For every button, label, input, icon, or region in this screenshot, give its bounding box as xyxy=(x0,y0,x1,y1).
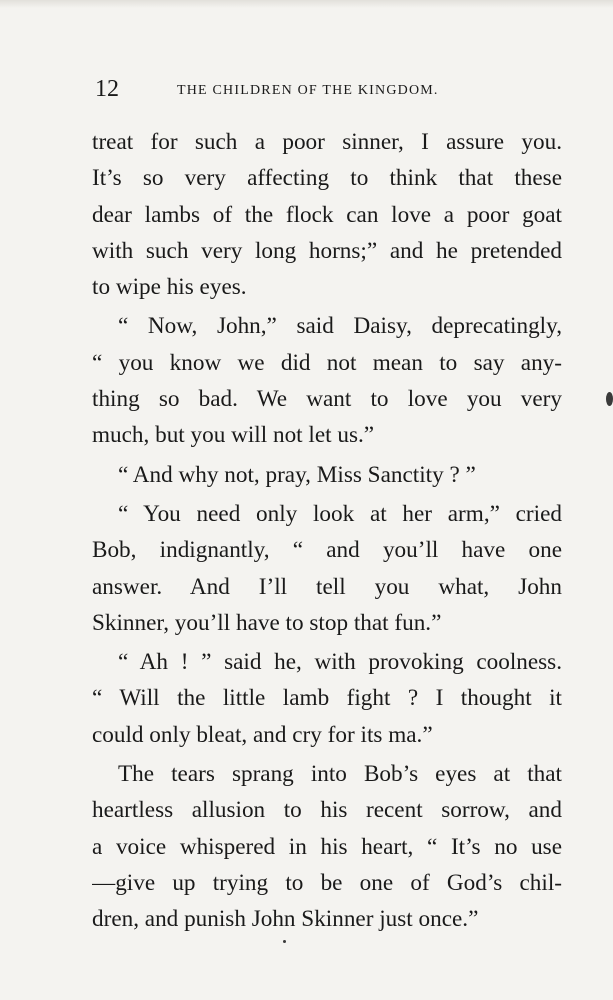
text-line: a voice whispered in his heart, “ It’s no use xyxy=(92,833,562,860)
running-head: THE CHILDREN OF THE KINGDOM. xyxy=(177,83,439,98)
text-line: thing so bad. We want to love you very xyxy=(92,386,562,413)
paragraph-continuation xyxy=(92,532,562,641)
text-line: It’s so very affecting to think that these xyxy=(92,165,562,192)
text-line: to wipe his eyes. xyxy=(92,274,247,301)
text-line: dren, and punish John Skinner just once.” xyxy=(92,906,479,933)
ink-speck xyxy=(283,940,286,943)
text-line: Skinner, you’ll have to stop that fun.” xyxy=(92,609,442,636)
text-line: heartless allusion to his recent sorrow, and xyxy=(92,797,562,824)
text-line: treat for such a poor sinner, I assure you. xyxy=(92,129,562,155)
text-line: dear lambs of the flock can love a poor goat xyxy=(92,201,562,228)
paragraph xyxy=(92,308,562,344)
text-line: “ And why not, pray, Miss Sanctity ? ” xyxy=(118,461,476,488)
text-line: answer. And I’ll tell you what, John xyxy=(92,573,562,600)
paragraph-continuation xyxy=(92,345,562,454)
text-line: “ Will the little lamb fight ? I thought it xyxy=(92,685,562,712)
ink-speck xyxy=(606,392,613,406)
text-line: much, but you will not let us.” xyxy=(92,422,375,449)
text-line: The tears sprang into Bob’s eyes at that xyxy=(118,761,562,788)
text-line: “ You need only look at her arm,” cried xyxy=(118,500,562,527)
paragraph xyxy=(92,457,562,493)
text-line: “ you know we did not mean to say any- xyxy=(92,349,562,376)
paragraph xyxy=(92,496,562,532)
paragraph-continuation xyxy=(92,792,562,937)
page-number: 12 xyxy=(95,76,119,102)
paragraph xyxy=(92,756,562,792)
text-line: “ Now, John,” said Daisy, deprecatingly, xyxy=(118,313,562,340)
text-line: “ Ah ! ” said he, with provoking coolness. xyxy=(118,649,562,676)
paragraph-continuation xyxy=(92,680,562,753)
page-top-edge xyxy=(0,0,613,8)
text-line: Bob, indignantly, “ and you’ll have one xyxy=(92,537,562,564)
text-line: with such very long horns;” and he pretended xyxy=(92,237,562,264)
page-header xyxy=(95,70,565,110)
paragraph xyxy=(92,644,562,680)
text-line: could only bleat, and cry for its ma.” xyxy=(92,721,433,748)
body-text xyxy=(92,124,562,938)
paragraph xyxy=(92,124,562,305)
text-line: —give up trying to be one of God’s chil- xyxy=(92,869,562,896)
